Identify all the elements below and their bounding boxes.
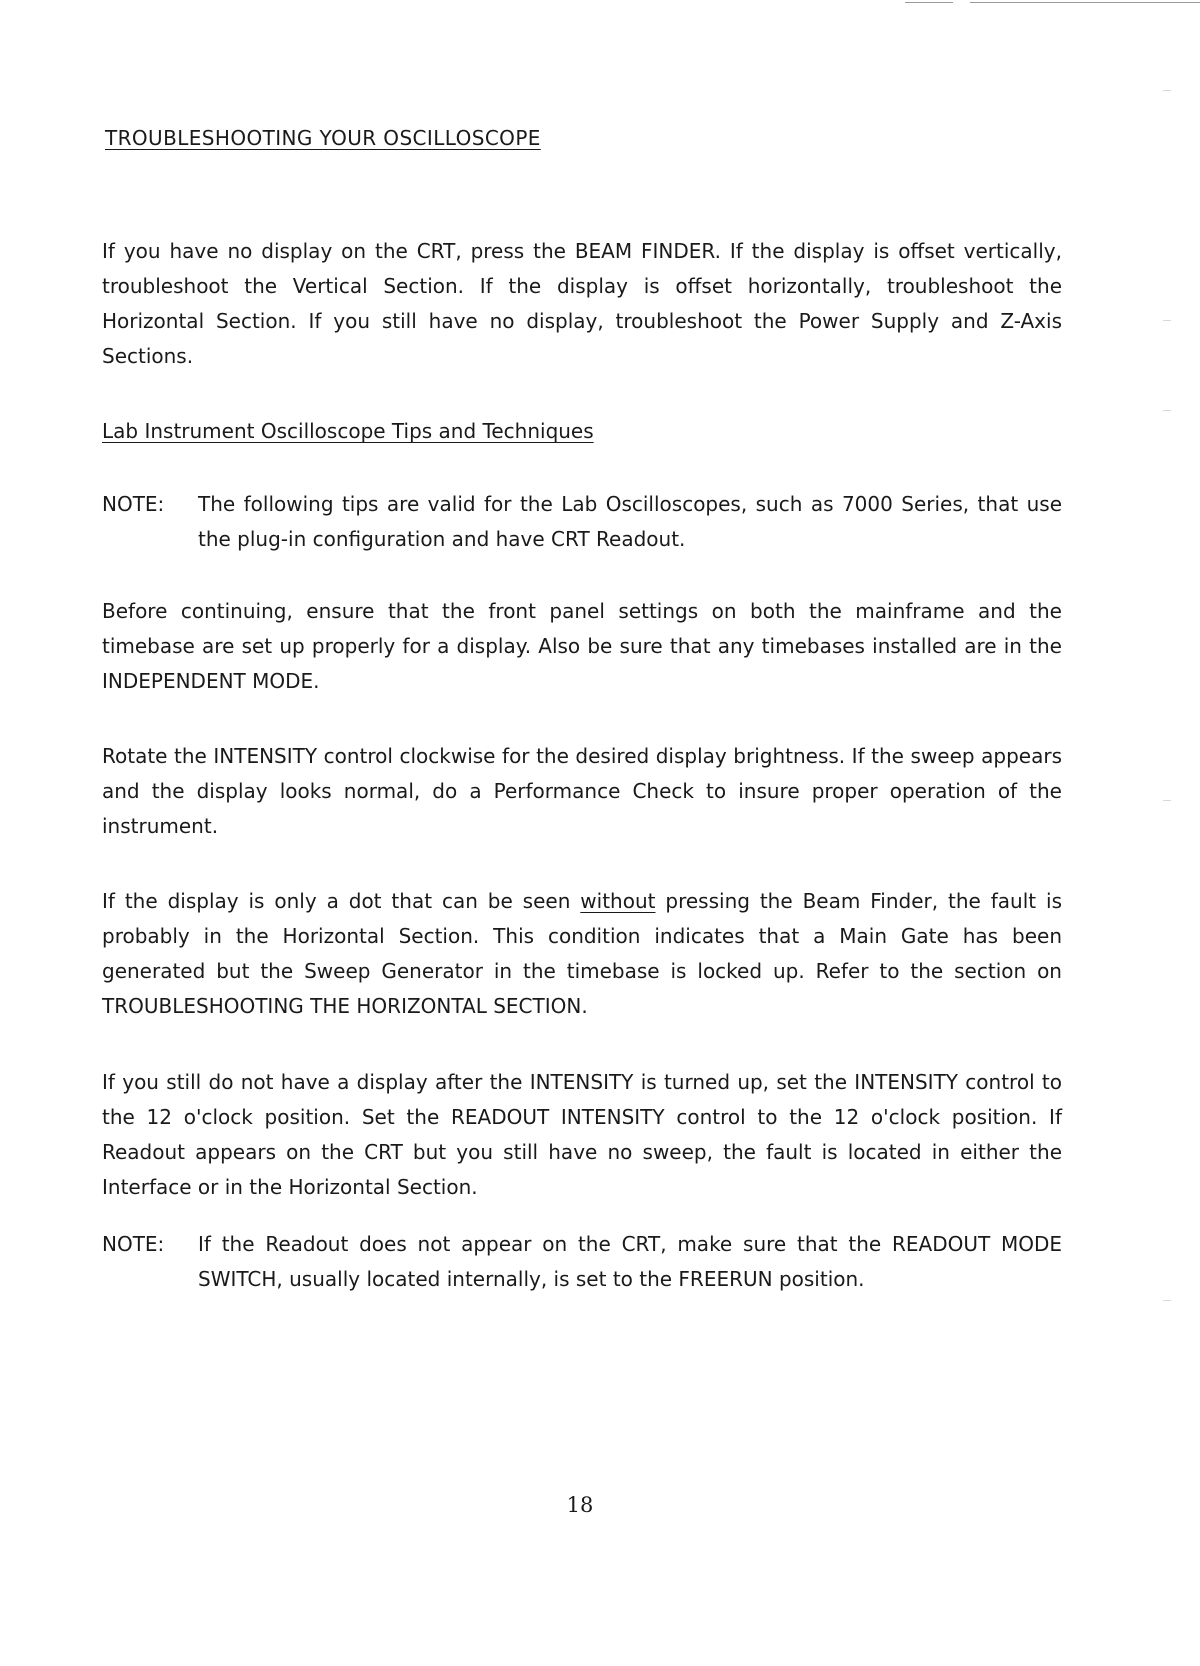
emphasis-without: without — [580, 889, 656, 913]
paragraph-still-no-display: If you still do not have a display after the INTENSITY is turned up, set the INTENSITY control to the 12 o'clock position. Set the READOUT INTENSITY control to the 12 o'clock position. If Readout appears on the CRT but you still have no sweep, the fault is located in either the Interface or in the Horizontal Section. — [102, 1070, 1062, 1199]
note-block — [102, 1227, 1062, 1297]
note-label: NOTE: — [102, 1232, 165, 1256]
note-block — [102, 487, 1062, 557]
paragraph-dot-display — [102, 884, 1062, 1024]
intro-paragraph: If you have no display on the CRT, press the BEAM FINDER. If the display is offset vertically, troubleshoot the Vertical Section. If the display is offset horizontally, troubleshoot the Horizontal Section. If you still have no display, troubleshoot the Power Supply and Z-Axis Sections. — [102, 239, 1062, 368]
page-number: 18 — [566, 1493, 594, 1517]
section-title: TROUBLESHOOTING YOUR OSCILLOSCOPE — [105, 126, 541, 150]
scan-artifact-line — [970, 2, 1200, 3]
note-text: If the Readout does not appear on the CRT, make sure that the READOUT MODE SWITCH, usually located internally, is set to the FREERUN position. — [198, 1232, 1062, 1291]
paragraph-rotate-intensity: Rotate the INTENSITY control clockwise for the desired display brightness. If the sweep appears and the display looks normal, do a Performance Check to insure proper operation of the instrument. — [102, 744, 1062, 838]
subheading: Lab Instrument Oscilloscope Tips and Techniques — [102, 419, 594, 443]
paragraph-text: pressing the Beam Finder, the fault is probably in the Horizontal Section. This condition indicates that a Main Gate has been generated but the Sweep Generator in the timebase is locked up. Refer to the section on TROUBLESHOOTING THE HORIZONTAL SECTION. — [102, 889, 1062, 1018]
note-text: The following tips are valid for the Lab Oscilloscopes, such as 7000 Series, that use the plug-in configuration and have CRT Readout. — [198, 492, 1062, 551]
margin-scan-mark — [1163, 90, 1171, 91]
margin-scan-mark — [1163, 1300, 1171, 1301]
margin-scan-mark — [1163, 800, 1171, 801]
margin-scan-mark — [1163, 410, 1171, 411]
paragraph-text: If the display is only a dot that can be seen — [102, 889, 581, 913]
margin-scan-mark — [1163, 320, 1171, 321]
scan-artifact-line — [905, 2, 953, 3]
note-label: NOTE: — [102, 492, 165, 516]
paragraph-before-continuing: Before continuing, ensure that the front panel settings on both the mainframe and the timebase are set up properly for a display. Also be sure that any timebases installed are in the INDEPENDENT MODE. — [102, 599, 1062, 693]
